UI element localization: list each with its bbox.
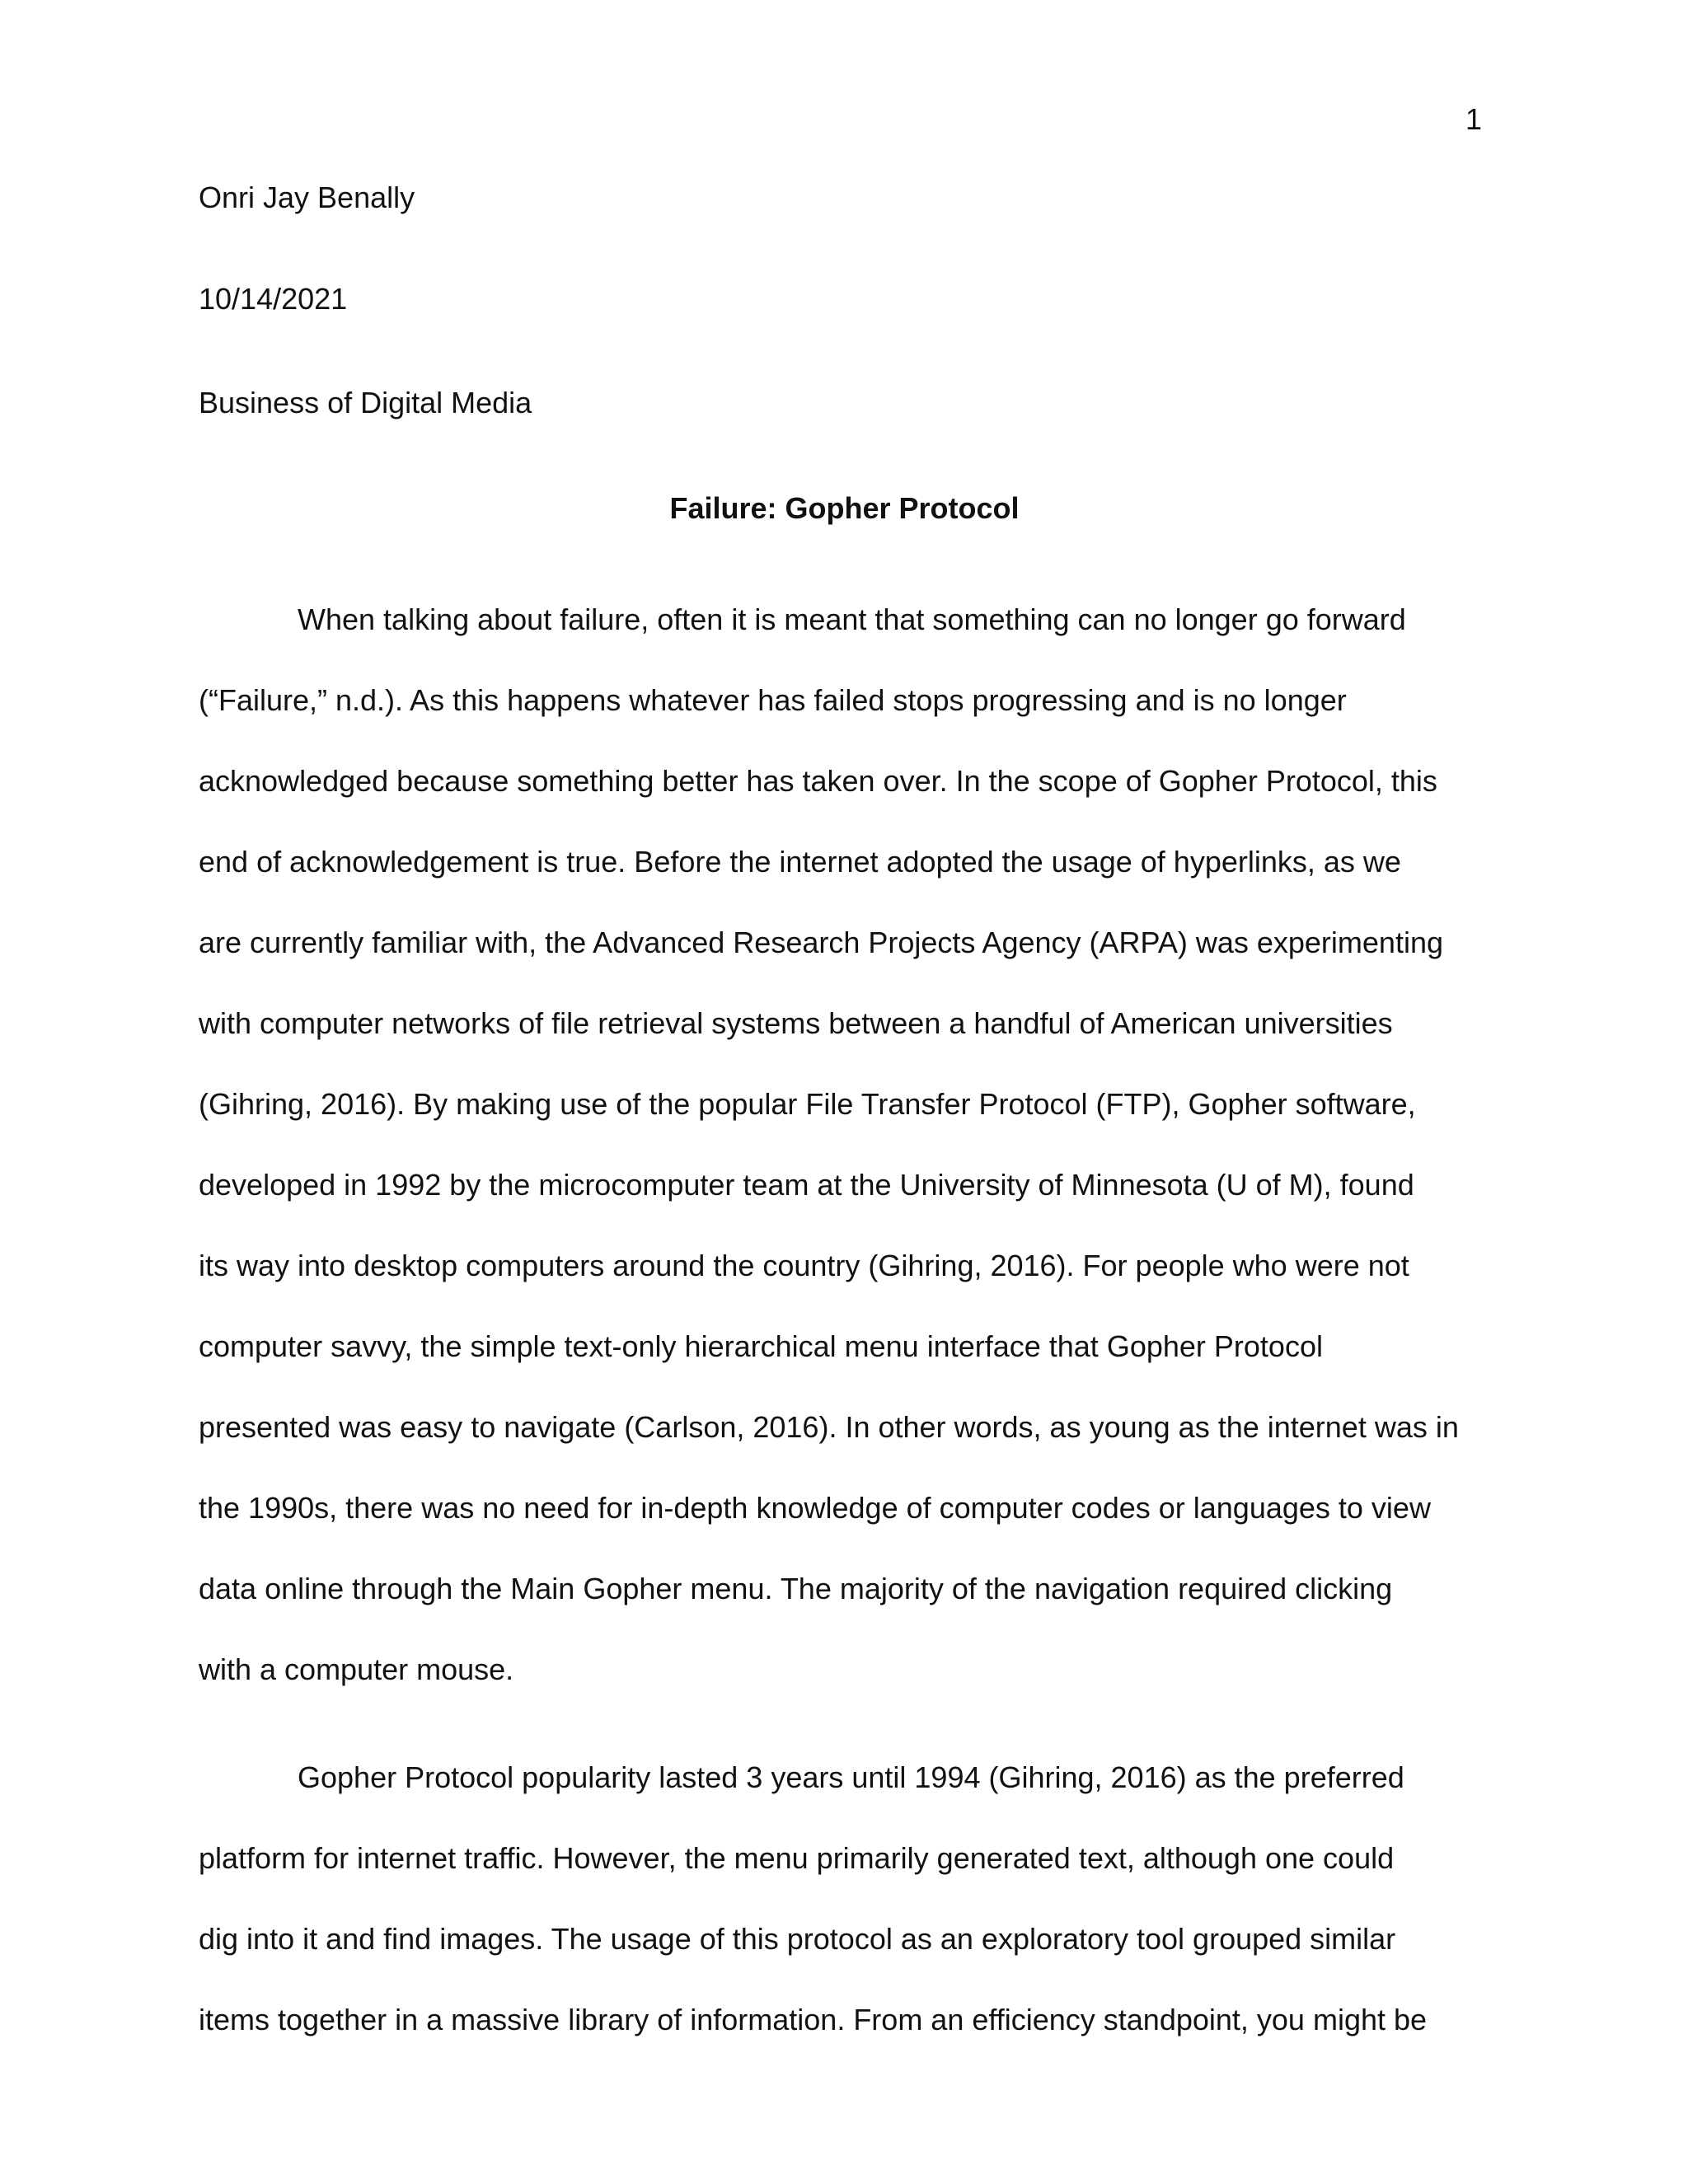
date-line: 10/14/2021 (199, 282, 348, 316)
paragraph-line: (“Failure,” n.d.). As this happens whatever has failed stops progressing and is no longer (199, 683, 1347, 717)
paragraph-line: with computer networks of file retrieval systems between a handful of American universities (199, 1006, 1393, 1040)
paragraph-line: its way into desktop computers around the country (Gihring, 2016). For people who were not (199, 1249, 1409, 1282)
paragraph-line: items together in a massive library of information. From an efficiency standpoint, you might be (199, 2003, 1428, 2036)
paragraph-line: end of acknowledgement is true. Before the internet adopted the usage of hyperlinks, as we (199, 845, 1401, 879)
paragraph-line: Gopher Protocol popularity lasted 3 years until 1994 (Gihring, 2016) as the preferred (298, 1760, 1404, 1794)
paragraph-line: acknowledged because something better has taken over. In the scope of Gopher Protocol, this (199, 764, 1437, 798)
paragraph-line: with a computer mouse. (199, 1652, 514, 1686)
page-number: 1 (1465, 102, 1482, 136)
paragraph-1 (199, 579, 1490, 1710)
paragraph-line: are currently familiar with, the Advanced Research Projects Agency (ARPA) was experimenting (199, 926, 1443, 959)
paragraph-line: platform for internet traffic. However, the menu primarily generated text, although one could (199, 1841, 1395, 1875)
paragraph-line: presented was easy to navigate (Carlson, 2016). In other words, as young as the internet was in (199, 1410, 1459, 1444)
paragraph-line: the 1990s, there was no need for in-depth knowledge of computer codes or languages to view (199, 1491, 1431, 1525)
course-name: Business of Digital Media (199, 386, 532, 419)
paragraph-2 (199, 1737, 1490, 2060)
paragraph-line: dig into it and find images. The usage of this protocol as an exploratory tool grouped similar (199, 1922, 1396, 1956)
document-title: Failure: Gopher Protocol (669, 491, 1020, 525)
paragraph-line: data online through the Main Gopher menu. The majority of the navigation required clicking (199, 1572, 1393, 1605)
paragraph-line: (Gihring, 2016). By making use of the popular File Transfer Protocol (FTP), Gopher software, (199, 1087, 1416, 1121)
author-name: Onri Jay Benally (199, 180, 415, 214)
paragraph-line: computer savvy, the simple text-only hierarchical menu interface that Gopher Protocol (199, 1329, 1323, 1363)
paragraph-line: When talking about failure, often it is meant that something can no longer go forward (298, 602, 1406, 636)
paragraph-line: developed in 1992 by the microcomputer team at the University of Minnesota (U of M), found (199, 1168, 1414, 1202)
